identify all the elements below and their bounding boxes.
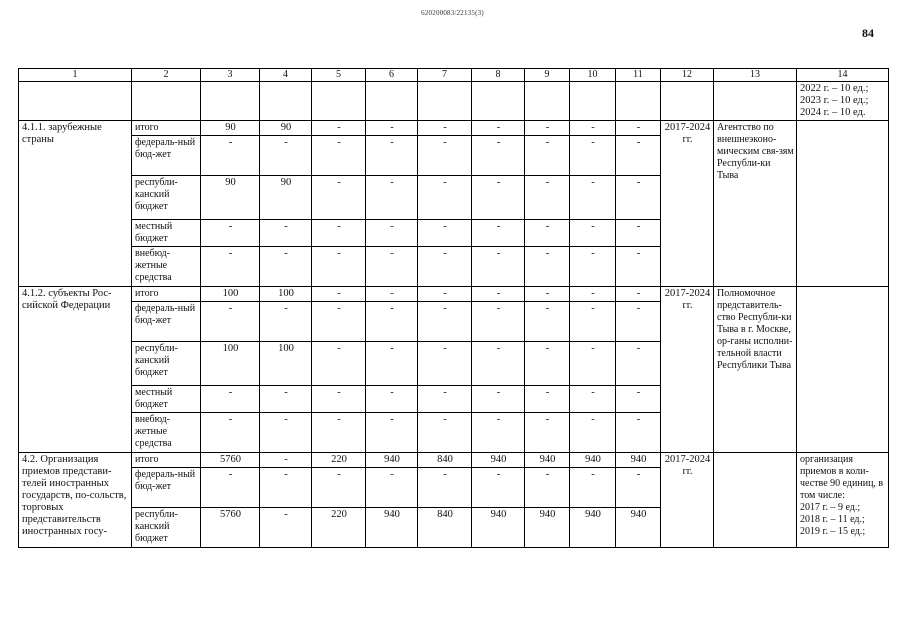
amount-cell: 940: [570, 508, 616, 548]
amount-cell: -: [201, 386, 260, 413]
column-number-12: 12: [661, 69, 714, 82]
table-row: [19, 453, 889, 468]
amount-cell: -: [312, 468, 366, 508]
amount-cell: -: [472, 220, 525, 247]
amount-cell: -: [616, 468, 661, 508]
column-number-7: 7: [418, 69, 472, 82]
column-number-14: 14: [797, 69, 889, 82]
amount-cell: 940: [472, 453, 525, 468]
amount-cell: -: [570, 386, 616, 413]
amount-cell: -: [570, 136, 616, 176]
amount-cell: -: [525, 342, 570, 386]
amount-cell: 100: [260, 287, 312, 302]
column-number-6: 6: [366, 69, 418, 82]
amount-cell: -: [366, 342, 418, 386]
amount-cell: -: [366, 468, 418, 508]
carryover-empty-cell: [472, 82, 525, 121]
carryover-empty-cell: [714, 82, 797, 121]
amount-cell: -: [260, 508, 312, 548]
amount-cell: -: [616, 136, 661, 176]
carryover-empty-cell: [260, 82, 312, 121]
carryover-empty-cell: [132, 82, 201, 121]
result-cell: [797, 121, 889, 287]
amount-cell: -: [418, 220, 472, 247]
executor-cell: Агентство по внешнеэконо-мическим свя-зям Республи-ки Тыва: [714, 121, 797, 287]
column-number-row: [19, 69, 889, 82]
carryover-empty-cell: [661, 82, 714, 121]
amount-cell: 940: [616, 453, 661, 468]
amount-cell: 940: [366, 508, 418, 548]
period-cell: 2017-2024 гг.: [661, 453, 714, 548]
executor-cell: Полномочное представитель-ство Республи-ки Тыва в г. Москве, ор-ганы исполни-тельной власти Республики Тыва: [714, 287, 797, 453]
column-number-8: 8: [472, 69, 525, 82]
amount-cell: 940: [525, 508, 570, 548]
amount-cell: 220: [312, 508, 366, 548]
carryover-empty-cell: [201, 82, 260, 121]
amount-cell: 90: [260, 121, 312, 136]
amount-cell: -: [366, 121, 418, 136]
measure-title: 4.2. Организация приемов представи-телей иностранных государств, по-сольств, торговых представительств иностранных госу-: [19, 453, 132, 548]
amount-cell: -: [366, 176, 418, 220]
executor-cell: [714, 453, 797, 548]
funding-source: итого: [132, 453, 201, 468]
amount-cell: 840: [418, 508, 472, 548]
amount-cell: -: [418, 386, 472, 413]
amount-cell: -: [366, 302, 418, 342]
amount-cell: -: [570, 413, 616, 453]
amount-cell: -: [366, 287, 418, 302]
amount-cell: -: [260, 413, 312, 453]
amount-cell: -: [525, 287, 570, 302]
amount-cell: -: [472, 176, 525, 220]
carryover-row: [19, 82, 889, 121]
amount-cell: -: [418, 136, 472, 176]
amount-cell: -: [525, 247, 570, 287]
amount-cell: -: [418, 468, 472, 508]
document-id: 620200083/22135(3): [421, 9, 484, 17]
column-number-2: 2: [132, 69, 201, 82]
amount-cell: -: [472, 121, 525, 136]
amount-cell: -: [525, 121, 570, 136]
column-number-5: 5: [312, 69, 366, 82]
funding-source: федераль-ный бюд-жет: [132, 302, 201, 342]
funding-source: республи-канский бюджет: [132, 508, 201, 548]
amount-cell: -: [201, 247, 260, 287]
column-number-4: 4: [260, 69, 312, 82]
funding-source: федераль-ный бюд-жет: [132, 136, 201, 176]
amount-cell: 940: [366, 453, 418, 468]
amount-cell: -: [201, 220, 260, 247]
amount-cell: -: [260, 136, 312, 176]
period-cell: 2017-2024 гг.: [661, 121, 714, 287]
amount-cell: 220: [312, 453, 366, 468]
table-row: [19, 287, 889, 302]
amount-cell: -: [312, 302, 366, 342]
carryover-empty-cell: [525, 82, 570, 121]
amount-cell: -: [201, 468, 260, 508]
amount-cell: -: [616, 386, 661, 413]
amount-cell: -: [366, 220, 418, 247]
amount-cell: -: [418, 302, 472, 342]
amount-cell: -: [570, 220, 616, 247]
amount-cell: -: [260, 247, 312, 287]
carryover-empty-cell: [616, 82, 661, 121]
carryover-empty-cell: [366, 82, 418, 121]
column-number-10: 10: [570, 69, 616, 82]
amount-cell: -: [418, 413, 472, 453]
amount-cell: -: [570, 342, 616, 386]
amount-cell: -: [366, 247, 418, 287]
amount-cell: -: [525, 468, 570, 508]
amount-cell: -: [312, 220, 366, 247]
result-cell: [797, 287, 889, 453]
carryover-empty-cell: [312, 82, 366, 121]
amount-cell: -: [312, 136, 366, 176]
amount-cell: -: [525, 176, 570, 220]
amount-cell: -: [525, 136, 570, 176]
amount-cell: 100: [260, 342, 312, 386]
amount-cell: -: [472, 136, 525, 176]
amount-cell: -: [312, 176, 366, 220]
amount-cell: -: [260, 453, 312, 468]
column-number-13: 13: [714, 69, 797, 82]
measure-title: 4.1.2. субъекты Рос-сийской Федерации: [19, 287, 132, 453]
amount-cell: 90: [201, 121, 260, 136]
amount-cell: -: [472, 247, 525, 287]
amount-cell: -: [201, 413, 260, 453]
amount-cell: -: [570, 176, 616, 220]
budget-table: [18, 68, 889, 548]
funding-source: федераль-ный бюд-жет: [132, 468, 201, 508]
amount-cell: -: [472, 413, 525, 453]
carryover-empty-cell: [418, 82, 472, 121]
amount-cell: -: [616, 413, 661, 453]
column-number-11: 11: [616, 69, 661, 82]
amount-cell: -: [366, 386, 418, 413]
amount-cell: -: [418, 287, 472, 302]
funding-source: местный бюджет: [132, 220, 201, 247]
column-number-3: 3: [201, 69, 260, 82]
amount-cell: -: [260, 386, 312, 413]
amount-cell: -: [312, 121, 366, 136]
amount-cell: 940: [616, 508, 661, 548]
amount-cell: -: [366, 136, 418, 176]
funding-source: итого: [132, 121, 201, 136]
carryover-empty-cell: [19, 82, 132, 121]
amount-cell: -: [525, 386, 570, 413]
amount-cell: 100: [201, 287, 260, 302]
period-cell: 2017-2024 гг.: [661, 287, 714, 453]
amount-cell: -: [312, 247, 366, 287]
amount-cell: 840: [418, 453, 472, 468]
amount-cell: -: [472, 342, 525, 386]
amount-cell: -: [260, 468, 312, 508]
amount-cell: -: [525, 413, 570, 453]
amount-cell: -: [312, 386, 366, 413]
amount-cell: -: [472, 302, 525, 342]
amount-cell: -: [570, 247, 616, 287]
amount-cell: -: [525, 220, 570, 247]
amount-cell: 5760: [201, 508, 260, 548]
amount-cell: -: [472, 468, 525, 508]
amount-cell: 90: [201, 176, 260, 220]
carryover-result: 2022 г. – 10 ед.; 2023 г. – 10 ед.; 2024 г. – 10 ед.: [797, 82, 889, 121]
amount-cell: -: [260, 220, 312, 247]
amount-cell: -: [616, 302, 661, 342]
column-number-1: 1: [19, 69, 132, 82]
amount-cell: -: [418, 247, 472, 287]
amount-cell: -: [418, 176, 472, 220]
amount-cell: 5760: [201, 453, 260, 468]
funding-source: итого: [132, 287, 201, 302]
amount-cell: 940: [472, 508, 525, 548]
amount-cell: 940: [570, 453, 616, 468]
carryover-empty-cell: [570, 82, 616, 121]
amount-cell: -: [260, 302, 312, 342]
amount-cell: 100: [201, 342, 260, 386]
amount-cell: -: [201, 136, 260, 176]
table-row: [19, 121, 889, 136]
amount-cell: -: [472, 386, 525, 413]
amount-cell: -: [418, 121, 472, 136]
amount-cell: 940: [525, 453, 570, 468]
measure-title: 4.1.1. зарубежные страны: [19, 121, 132, 287]
amount-cell: -: [312, 413, 366, 453]
funding-source: внебюд-жетные средства: [132, 413, 201, 453]
funding-source: местный бюджет: [132, 386, 201, 413]
amount-cell: -: [570, 302, 616, 342]
amount-cell: -: [312, 342, 366, 386]
page-number: 84: [862, 26, 874, 40]
amount-cell: -: [201, 302, 260, 342]
amount-cell: -: [312, 287, 366, 302]
amount-cell: -: [616, 220, 661, 247]
funding-source: республи-канский бюджет: [132, 342, 201, 386]
amount-cell: -: [525, 302, 570, 342]
funding-source: внебюд-жетные средства: [132, 247, 201, 287]
amount-cell: 90: [260, 176, 312, 220]
amount-cell: -: [366, 413, 418, 453]
amount-cell: -: [472, 287, 525, 302]
amount-cell: -: [616, 176, 661, 220]
table-body: [19, 69, 889, 548]
amount-cell: -: [616, 121, 661, 136]
amount-cell: -: [570, 287, 616, 302]
amount-cell: -: [616, 342, 661, 386]
amount-cell: -: [570, 121, 616, 136]
result-cell: организация приемов в коли-честве 90 единиц, в том числе: 2017 г. – 9 ед.; 2018 г. – 11 ед.; 2019 г. – 15 ед.;: [797, 453, 889, 548]
amount-cell: -: [418, 342, 472, 386]
amount-cell: -: [570, 468, 616, 508]
amount-cell: -: [616, 287, 661, 302]
column-number-9: 9: [525, 69, 570, 82]
funding-source: республи-канский бюджет: [132, 176, 201, 220]
amount-cell: -: [616, 247, 661, 287]
